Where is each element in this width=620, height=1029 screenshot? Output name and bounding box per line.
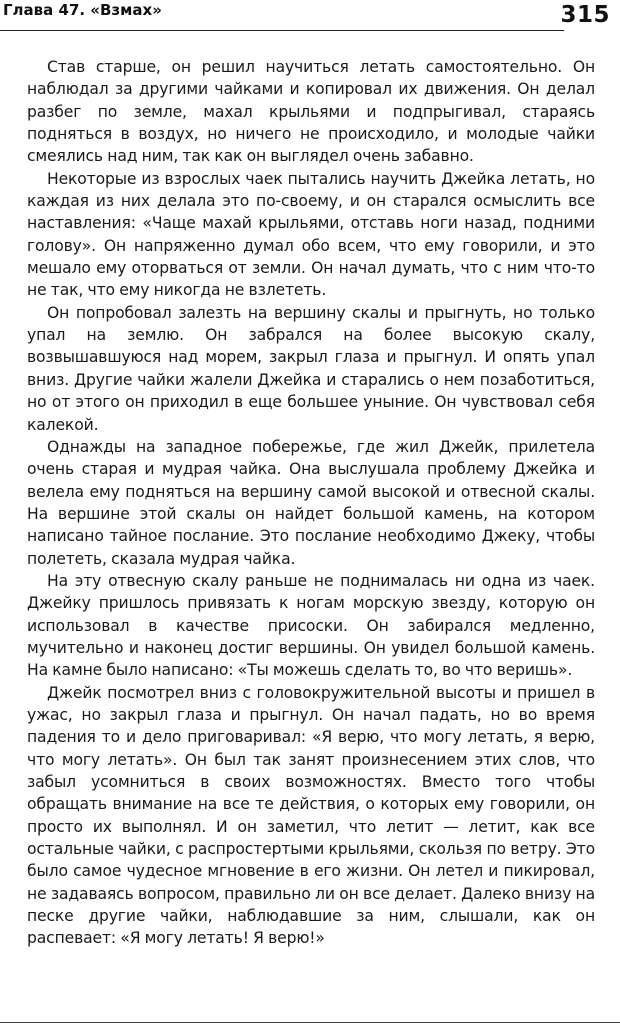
paragraph: Однажды на западное побережье, где жил Джейк, прилетела очень старая и мудрая чайка. Она выслушала проблему Джейка и велела ему подняться на вершину самой высокой и отвесной скалы. На вершине этой скалы он найдет большой камень, на котором написано тайное послание. Это послание необходимо Джеку, чтобы полететь, сказала мудрая чайка.: [27, 437, 595, 568]
header-divider: [0, 30, 564, 31]
body-text: [27, 56, 595, 950]
page-header: [0, 0, 620, 40]
paragraph: На эту отвесную скалу раньше не поднималась ни одна из чаек. Джейку пришлось привязать к ногам морскую звезду, которую он использовал в качестве присоски. Он забирался медленно, мучительно и наконец достиг вершины. Он увидел большой камень. На камне было написано: «Ты можешь сделать то, во что веришь».: [27, 571, 595, 680]
footer-divider: [0, 1022, 620, 1023]
paragraph: Джейк посмотрел вниз с головокружительной высоты и пришел в ужас, но закрыл глаза и прыгнул. Он начал падать, но во время падения то и дело приговаривал: «Я верю, что могу летать, я верю, что могу летать». Он был так занят произнесением этих слов, что забыл усомниться в своих возможностях. Вместо того чтобы обращать внимание на все те действия, о которых ему говорили, он просто их выполнял. И он заметил, что летит — летит, как все остальные чайки, с распростертыми крыльями, скользя по ветру. Это было самое чудесное мгновение в его жизни. Он летел и пикировал, не задаваясь вопросом, правильно ли он все делает. Далеко внизу на песке другие чайки, наблюдавшие за ним, слышали, как он распевает: «Я могу летать! Я верю!»: [27, 683, 595, 948]
paragraph: Он попробовал залезть на вершину скалы и прыгнуть, но только упал на землю. Он забрался на более высокую скалу, возвышавшуюся над морем, закрыл глаза и прыгнул. И опять упал вниз. Другие чайки жалели Джейка и старались о нем позаботиться, но от этого он приходил в еще большее уныние. Он чувствовал себя калекой.: [27, 303, 595, 434]
chapter-title: Глава 47. «Взмах»: [3, 1, 162, 19]
paragraph: Став старше, он решил научиться летать самостоятельно. Он наблюдал за другими чайками и копировал их движения. Он делал разбег по земле, махал крыльями и подпрыгивал, стараясь подняться в воздух, но ничего не происходило, и молодые чайки смеялись над ним, так как он выглядел очень забавно.: [27, 58, 595, 166]
paragraph: Некоторые из взрослых чаек пытались научить Джейка летать, но каждая из них делала это по-своему, и он старался осмыслить все наставления: «Чаще махай крыльями, отставь ноги назад, подними голову». Он напряженно думал обо всем, что ему говорили, и это мешало ему оторваться от земли. Он начал думать, что с ним что-то не так, что ему никогда не взлететь.: [27, 169, 595, 300]
page-number: 315: [560, 2, 610, 28]
